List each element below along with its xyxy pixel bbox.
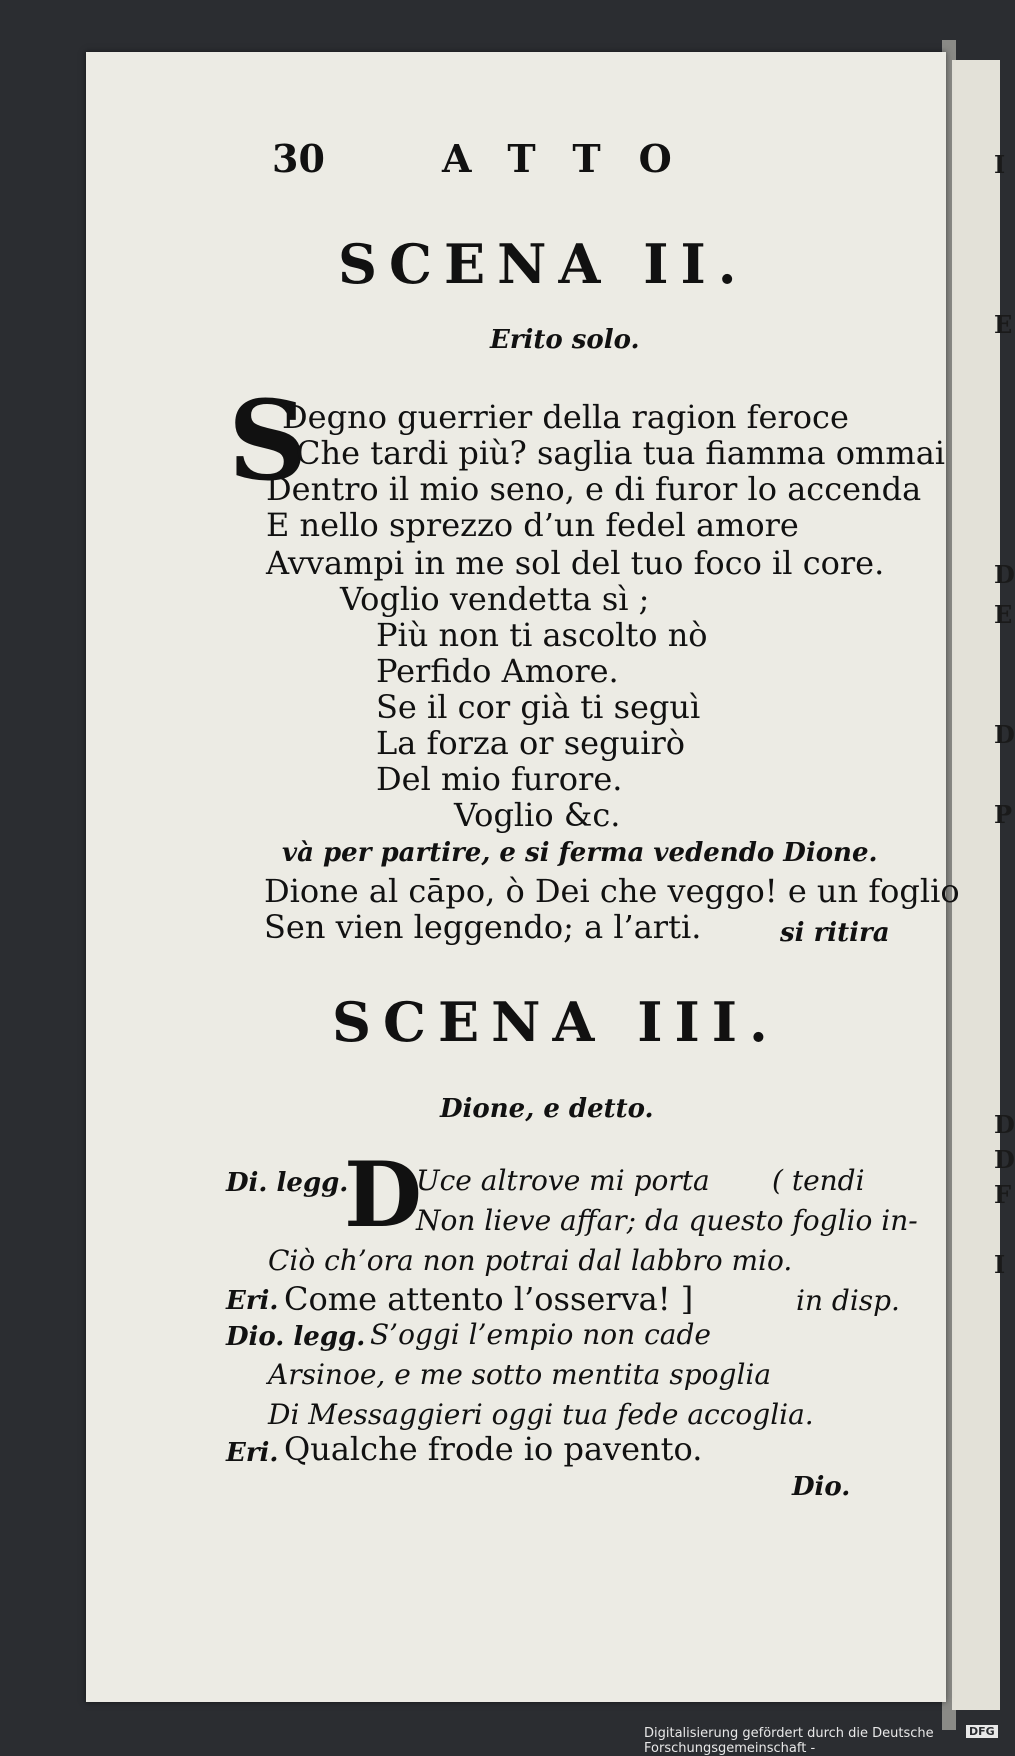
- scene-3-dropcap: D: [344, 1142, 423, 1248]
- verse-line: Arsinoe, e me sotto mentita spoglia: [268, 1358, 772, 1391]
- verse-line-aside: in disp.: [796, 1284, 900, 1317]
- scene-3-stage-direction: Dione, e detto.: [440, 1094, 654, 1124]
- digitization-credit: Digitalisierung gefördert durch die Deutsche Forschungsgemeinschaft -: [644, 1726, 934, 1756]
- neighbor-letter: I: [994, 150, 1006, 179]
- verse-line-aside: ( tendi: [772, 1164, 865, 1197]
- scene-2-dropcap: S: [228, 376, 308, 505]
- verse-line: S’oggi l’empio non cade: [370, 1318, 711, 1351]
- neighbor-letter: D: [994, 1110, 1015, 1139]
- verse-line: Avvampi in me sol del tuo foco il core.: [266, 544, 885, 582]
- verse-line: Qualche frode io pavento.: [284, 1430, 703, 1468]
- verse-line: Dione al cāpo, ò Dei che veggo! e un foglio: [264, 872, 960, 910]
- verse-line: Voglio vendetta sì ;: [340, 580, 650, 618]
- scene-2-stage-direction: Erito solo.: [490, 325, 640, 355]
- verse-line: Ciò ch’ora non potrai dal labbro mio.: [268, 1244, 793, 1277]
- neighbor-letter: I: [994, 1250, 1006, 1279]
- verse-line: Come attento l’osserva! ]: [284, 1280, 694, 1318]
- verse-line: Perfido Amore.: [376, 652, 619, 690]
- neighbor-letter: D: [994, 720, 1015, 749]
- speaker-label: Eri.: [226, 1286, 279, 1316]
- verse-line: Non lieve affar; da questo foglio in-: [416, 1204, 918, 1237]
- verse-line: Degno guerrier della ragion feroce: [282, 398, 849, 436]
- scene-2-action: và per partire, e si ferma vedendo Dione.: [282, 838, 878, 868]
- catchword: Dio.: [792, 1472, 851, 1502]
- verse-line: E nello sprezzo d’un fedel amore: [266, 506, 799, 544]
- neighbor-letter: D: [994, 560, 1015, 589]
- scene-2-aside: si ritira: [780, 918, 890, 948]
- verse-line: Voglio &c.: [454, 796, 621, 834]
- running-title: ATTO: [442, 136, 710, 181]
- verse-line: Uce altrove mi porta: [416, 1164, 710, 1197]
- speaker-label: Di. legg.: [226, 1168, 349, 1198]
- verse-line: Sen vien leggendo; a l’arti.: [264, 908, 702, 946]
- dfg-logo: DFG: [966, 1725, 998, 1738]
- neighbor-letter: F: [994, 1180, 1012, 1209]
- verse-line: Più non ti ascolto nò: [376, 616, 708, 654]
- verse-line: Che tardi più? saglia tua fiamma ommai: [296, 434, 946, 472]
- verse-line: La forza or seguirò: [376, 724, 685, 762]
- neighbor-letter: E: [994, 600, 1013, 629]
- verse-line: Di Messaggieri oggi tua fede accoglia.: [268, 1398, 814, 1431]
- scene-2-title: SCENA II.: [338, 232, 749, 296]
- verse-line: Dentro il mio seno, e di furor lo accenda: [266, 470, 922, 508]
- neighbor-letter: P: [994, 800, 1013, 829]
- scene-3-title: SCENA III.: [332, 990, 780, 1054]
- neighbor-letter: D: [994, 1145, 1015, 1174]
- verse-line: Se il cor già ti seguì: [376, 688, 701, 726]
- verse-line: Del mio furore.: [376, 760, 623, 798]
- neighbor-letter: E: [994, 310, 1013, 339]
- page-number: 30: [272, 136, 325, 181]
- speaker-label: Dio. legg.: [226, 1322, 366, 1352]
- speaker-label: Eri.: [226, 1438, 279, 1468]
